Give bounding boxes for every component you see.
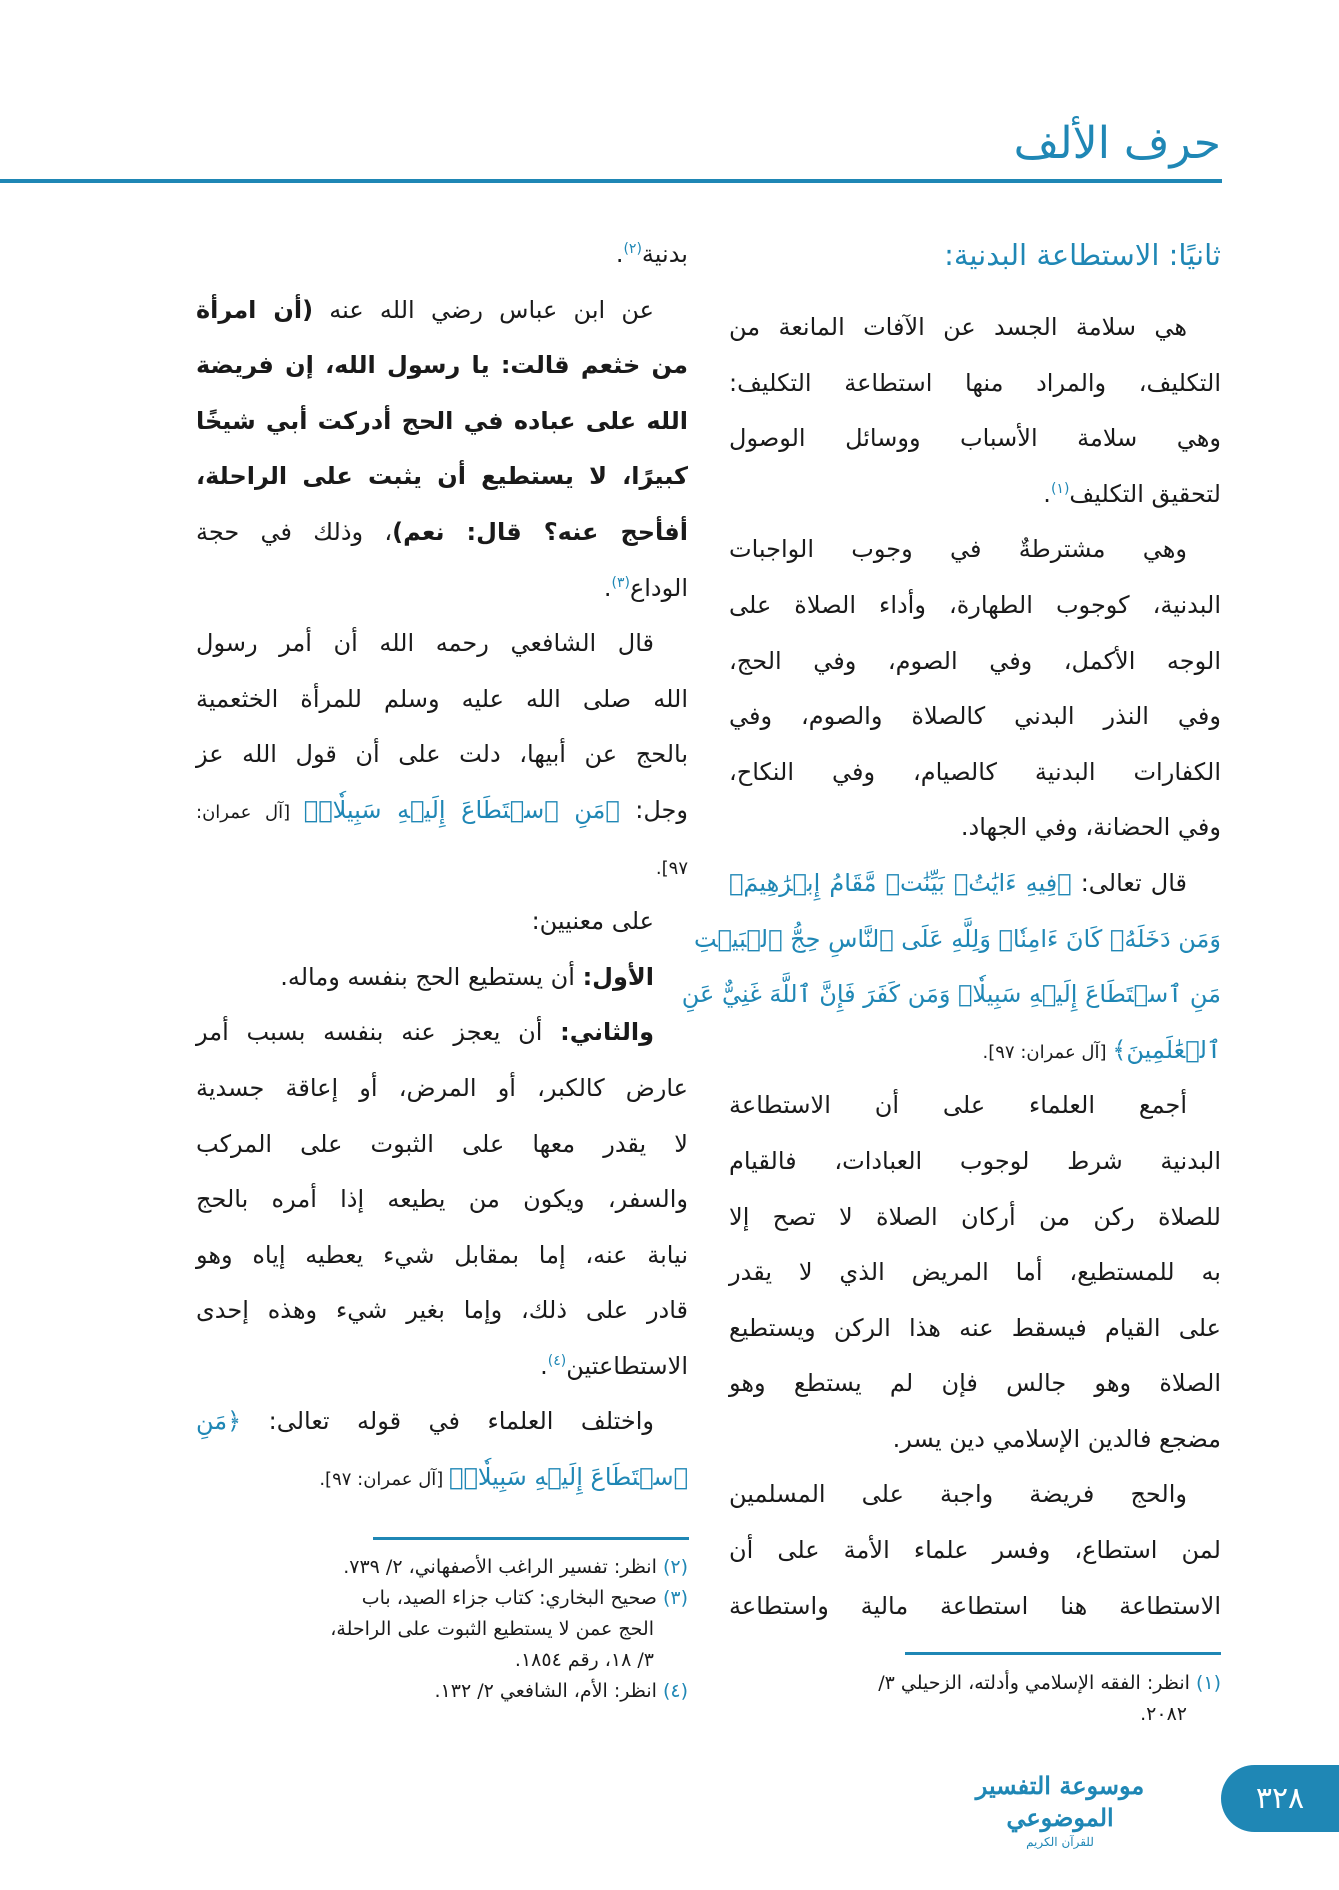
page-number-badge: ٣٢٨ (1221, 1765, 1339, 1832)
footnote-ref: (٤) (547, 1352, 567, 1369)
text-segment: والسفر، ويكون من يطيعه إذا أمره بالحج (196, 1185, 688, 1214)
text-segment: الاستطاعة هنا استطاعة مالية واستطاعة (729, 1591, 1221, 1620)
quran-verse: ﴿مَنِ (196, 1407, 242, 1436)
text-line (196, 616, 688, 672)
text-segment: بالحج عن أبيها، دلت على أن قول الله عز (196, 740, 688, 769)
text-line (729, 300, 1221, 356)
footnote-text: انظر: الفقه الإسلامي وأدلته، الزحيلي ٣/ (878, 1672, 1190, 1694)
text-segment: . (1043, 479, 1051, 508)
text-line (693, 912, 1221, 968)
text-segment: نيابة عنه، إما بمقابل شيء يعطيه إياه وهو (196, 1240, 688, 1269)
footnote-number: (٤) (662, 1680, 688, 1702)
text-line (196, 1339, 688, 1395)
text-line (729, 1134, 1221, 1190)
text-line (196, 1005, 688, 1061)
text-segment: كبيرًا، لا يستطيع أن يثبت على الراحلة، (196, 462, 688, 491)
text-line (196, 672, 688, 728)
footnote-ref: (٢) (623, 241, 642, 257)
footnote-divider-left (373, 1537, 689, 1540)
text-line (729, 1579, 1221, 1635)
text-line (729, 1078, 1221, 1134)
left-column-body (196, 227, 688, 1506)
text-segment: الله صلى الله عليه وسلم للمرأة الخثعمية (196, 684, 688, 713)
footnote-line (196, 1645, 688, 1676)
quran-verse: ٱلۡعَٰلَمِينَ﴾ (1112, 1035, 1221, 1064)
logo-title: موسوعة التفسير الموضوعي (975, 1771, 1145, 1832)
text-line (196, 1172, 688, 1228)
text-line (729, 1356, 1221, 1412)
text-segment: الكفارات البدنية كالصيام، وفي النكاح، (729, 757, 1221, 786)
text-line (196, 950, 688, 1006)
footnote-line (196, 1614, 688, 1645)
text-segment: بدنية (641, 240, 688, 268)
text-segment: أجمع العلماء على أن الاستطاعة (729, 1091, 1187, 1120)
text-segment: قادر على ذلك، وإما بغير شيء وهذه إحدى (196, 1296, 688, 1325)
text-segment: على معنيين: (531, 907, 654, 936)
text-segment: الصلاة وهو جالس فإن لم يستطع وهو (729, 1369, 1221, 1398)
text-segment: الأول: (582, 962, 654, 991)
quran-verse: ﴿مَنِ ٱسۡتَطَاعَ إِلَيۡهِ سَبِيلٗاۚ﴾ (303, 795, 620, 824)
text-line (729, 1245, 1221, 1301)
text-segment: البدنية، كوجوب الطهارة، وأداء الصلاة على (729, 590, 1221, 619)
text-segment: لتحقيق التكليف (1069, 479, 1221, 508)
text-segment: الوجه الأكمل، وفي الصوم، وفي الحج، (729, 646, 1221, 675)
footnote-number: (٢) (662, 1556, 688, 1578)
text-segment: هي سلامة الجسد عن الآفات المانعة من (729, 313, 1187, 341)
text-line (196, 1228, 688, 1284)
text-segment: البدنية شرط لوجوب العبادات، فالقيام (729, 1146, 1221, 1175)
text-line (729, 745, 1221, 801)
verse-citation: [آل عمران: (196, 801, 304, 823)
text-segment: وفي النذر البدني كالصلاة والصوم، وفي (729, 702, 1221, 731)
text-segment: به للمستطيع، أما المريض الذي لا يقدر (729, 1258, 1221, 1287)
right-column (681, 227, 1221, 1634)
quran-verse: ٱسۡتَطَاعَ إِلَيۡهِ سَبِيلٗاۚ﴾ (449, 1463, 688, 1492)
footnote-text: ٣/ ١٨، رقم ١٨٥٤. (514, 1649, 654, 1671)
footnote-text: الحج عمن لا يستطيع الثبوت على الراحلة، (330, 1618, 654, 1640)
text-line (196, 394, 688, 450)
text-segment: (أن امرأة (196, 295, 314, 324)
footnote-divider-right (905, 1652, 1221, 1655)
text-line (729, 1301, 1221, 1357)
logo-subtitle: للقرآن الكريم (1026, 1835, 1094, 1849)
section-heading: ثانيًا: الاستطاعة البدنية: (944, 238, 1221, 272)
text-line (729, 356, 1221, 412)
text-segment: الوداع (629, 573, 688, 602)
text-segment: قال تعالى: (1071, 868, 1188, 897)
text-line (196, 1394, 688, 1450)
text-segment: لا يقدر معها على الثبوت على المركب (196, 1129, 688, 1158)
text-segment: واختلف العلماء في قوله تعالى: (241, 1407, 654, 1436)
text-segment: عن ابن عباس رضي الله عنه (313, 295, 654, 324)
footnotes-right (729, 1668, 1221, 1730)
quran-verse: ﴿فِيهِ ءَايَٰتُۢ بَيِّنَٰتٞ مَّقَامُ إِبۡرَٰهِيمَۖ (729, 868, 1072, 897)
text-line (729, 856, 1221, 912)
footnote-number: (١) (1195, 1672, 1221, 1694)
text-segment: وهي سلامة الأسباب ووسائل الوصول (729, 424, 1221, 453)
text-segment: عارض كالكبر، أو المرض، أو إعاقة جسدية (196, 1073, 688, 1102)
left-column (196, 227, 688, 1506)
text-line (196, 839, 688, 895)
text-segment: التكليف، والمراد منها استطاعة التكليف: (729, 368, 1221, 397)
text-segment: . (540, 1351, 548, 1380)
footnotes-left (196, 1552, 688, 1707)
text-segment: وجل: (619, 795, 688, 824)
text-line (196, 1283, 688, 1339)
text-line (729, 1412, 1221, 1468)
text-segment: . (603, 573, 612, 602)
text-line (729, 1190, 1221, 1246)
text-line (729, 634, 1221, 690)
text-line (729, 411, 1221, 467)
footnote-text: انظر: الأم، الشافعي ٢/ ١٣٢. (434, 1680, 657, 1702)
text-line (196, 894, 688, 950)
footnote-ref: (١) (1050, 480, 1070, 497)
text-segment: الاستطاعتين (566, 1351, 688, 1380)
text-line (196, 1117, 688, 1173)
text-segment: والحج فريضة واجبة على المسلمين (729, 1480, 1187, 1509)
text-line (196, 338, 688, 394)
text-segment: ، وذلك في حجة (196, 517, 393, 546)
text-segment: أن يعجز عنه بنفسه بسبب أمر (196, 1018, 561, 1047)
header-divider (0, 179, 1222, 183)
text-line (196, 783, 688, 839)
text-line (196, 283, 688, 339)
text-line (196, 227, 688, 283)
quran-verse: مَنِ ٱسۡتَطَاعَ إِلَيۡهِ سَبِيلٗاۚ وَمَن كَفَرَ فَإِنَّ ٱللَّهَ غَنِيٌّ عَنِ (681, 980, 1221, 1009)
text-line (196, 1450, 688, 1506)
text-line (196, 1061, 688, 1117)
verse-citation: [آل عمران: ٩٧]. (982, 1041, 1113, 1063)
right-column-body (681, 300, 1221, 1634)
text-segment: والثاني: (560, 1018, 654, 1047)
verse-citation: ٩٧]. (655, 857, 688, 879)
text-segment: أن يستطيع الحج بنفسه وماله. (280, 962, 583, 991)
text-segment: على القيام فيسقط عنه هذا الركن ويستطيع (729, 1313, 1221, 1342)
footnote-line (196, 1583, 688, 1614)
footnote-line (729, 1668, 1221, 1699)
footnote-text: ٢٠٨٢. (1140, 1703, 1187, 1725)
text-segment: . (615, 240, 624, 268)
footnote-line (729, 1699, 1221, 1730)
text-line (729, 1023, 1221, 1079)
text-segment: مضجع فالدين الإسلامي دين يسر. (892, 1424, 1221, 1453)
section-title: حرف الألف (1013, 118, 1221, 169)
text-segment: أفأحج عنه؟ قال: نعم) (392, 517, 688, 546)
verse-citation: [آل عمران: ٩٧]. (319, 1469, 450, 1491)
text-line (729, 467, 1221, 523)
text-line (729, 1467, 1221, 1523)
text-line (196, 449, 688, 505)
text-line (729, 1523, 1221, 1579)
footnote-text: صحيح البخاري: كتاب جزاء الصيد، باب (361, 1587, 657, 1609)
publisher-logo (930, 1770, 1190, 1850)
footnote-number: (٣) (662, 1587, 688, 1609)
text-line (729, 689, 1221, 745)
text-line (729, 522, 1221, 578)
text-line (196, 505, 688, 561)
footnote-line (196, 1552, 688, 1583)
text-line (196, 727, 688, 783)
text-segment: وهي مشترطةٌ في وجوب الواجبات (729, 535, 1187, 564)
text-line (681, 967, 1221, 1023)
footnote-ref: (٣) (611, 574, 630, 591)
text-line (729, 578, 1221, 634)
text-segment: وفي الحضانة، وفي الجهاد. (960, 813, 1221, 842)
text-segment: لمن استطاع، وفسر علماء الأمة على أن (729, 1536, 1221, 1565)
quran-verse: وَمَن دَخَلَهُۥ كَانَ ءَامِنٗاۗ وَلِلَّهِ عَلَى ٱلنَّاسِ حِجُّ ٱلۡبَيۡتِ (693, 924, 1221, 953)
text-line (196, 561, 688, 617)
text-segment: قال الشافعي رحمه الله أن أمر رسول (196, 629, 654, 658)
text-segment: الله على عباده في الحج أدركت أبي شيخًا (196, 406, 688, 435)
text-segment: من خثعم قالت: يا رسول الله، إن فريضة (196, 351, 688, 380)
footnote-line (196, 1676, 688, 1707)
text-line (729, 800, 1221, 856)
footnote-text: انظر: تفسير الراغب الأصفهاني، ٢/ ٧٣٩. (343, 1556, 657, 1578)
text-segment: للصلاة ركن من أركان الصلاة لا تصح إلا (729, 1202, 1221, 1231)
